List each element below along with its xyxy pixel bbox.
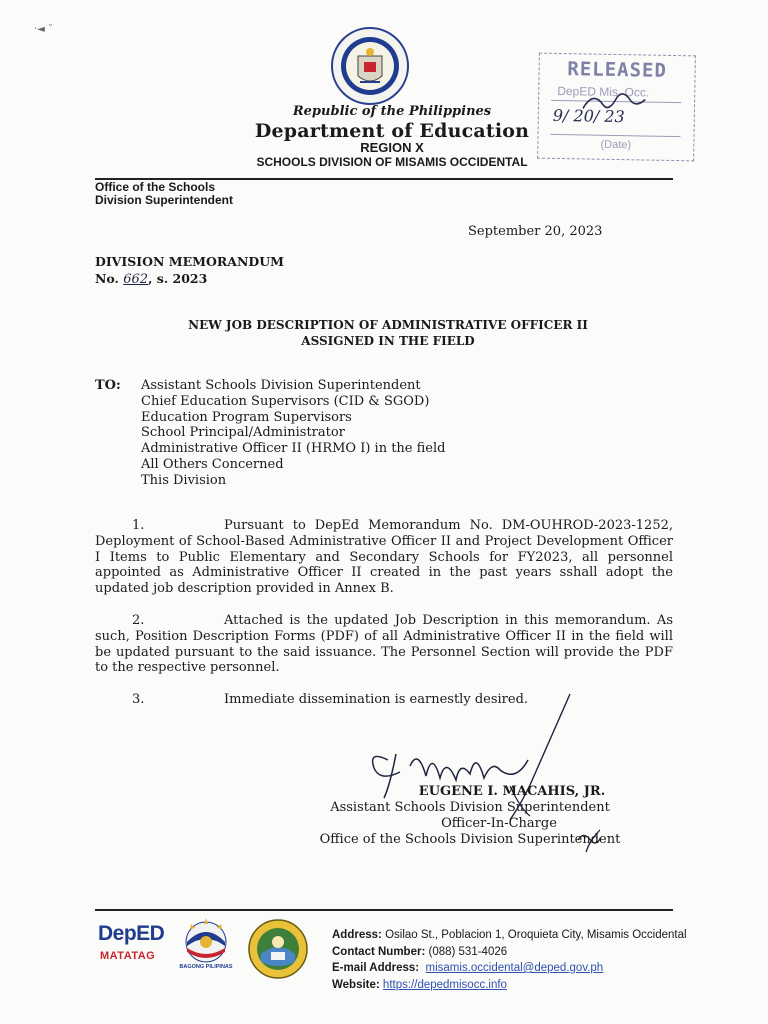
memo-title: DIVISION MEMORANDUM <box>95 254 284 269</box>
bagong-pilipinas-text: BAGONG PILIPINAS <box>179 964 233 970</box>
paragraph-number: 3. <box>132 692 145 707</box>
memo-number-suffix: , s. 2023 <box>148 271 208 286</box>
recipient-item: Administrative Officer II (HRMO I) in the field <box>141 441 446 457</box>
address-label: Address: <box>332 929 382 941</box>
recipient-item: All Others Concerned <box>141 456 284 472</box>
website-label: Website: <box>332 978 380 991</box>
stamp-date-label: (Date) <box>600 138 632 152</box>
email-label: E-mail Address: <box>332 962 420 974</box>
memo-number-handwritten: 662 <box>123 272 149 287</box>
division-seal-icon <box>247 918 309 980</box>
memo-subject <box>0 317 768 349</box>
contact-label: Contact Number: <box>332 945 426 958</box>
website-link[interactable]: https://depedmisocc.info <box>382 978 507 991</box>
stamp-title: RELEASED <box>567 58 668 82</box>
contact-block <box>332 927 687 993</box>
email-line <box>332 960 687 977</box>
paragraph-text: Pursuant to DepEd Memorandum No. DM-OUHROD-2023-1252, Deployment of School-Based Administrative Officer II and Project Development Officer I Items to Public Elementary and Secondary Schools for FY2023, all personnel appointed as Administrative Officer II created in the past years sshall adopt the updated job description provided in Annex B. <box>95 518 673 597</box>
paragraph-number: 2. <box>132 613 145 628</box>
released-stamp <box>537 53 696 162</box>
recipient-item: Chief Education Supervisors (CID & SGOD) <box>141 393 430 409</box>
website-line <box>332 977 687 994</box>
stamp-line <box>551 134 681 137</box>
deped-seal-icon <box>330 26 410 106</box>
deped-logo-text: DepED <box>98 922 165 945</box>
office-label <box>95 181 233 207</box>
subject-line-1: NEW JOB DESCRIPTION OF ADMINISTRATIVE OFFICER II <box>188 318 588 332</box>
bagong-pilipinas-icon <box>175 916 237 964</box>
region-line: REGION X <box>360 140 424 155</box>
department-title: Department of Education <box>254 120 530 142</box>
signature-block <box>300 784 640 848</box>
paragraph-2 <box>95 613 673 676</box>
signatory-title: Officer-In-Charge <box>441 816 557 831</box>
paragraph-1 <box>95 518 673 597</box>
recipient-list <box>141 378 445 489</box>
memo-date: September 20, 2023 <box>468 224 603 239</box>
office-line-2: Division Superintendent <box>95 193 234 207</box>
memo-number <box>95 271 207 287</box>
contact-line <box>332 944 687 961</box>
subject-line-2: ASSIGNED IN THE FIELD <box>301 334 475 348</box>
contact-value: (088) 531-4026 <box>428 945 508 958</box>
paragraph-text: Attached is the updated Job Description in this memorandum. As such, Position Description Forms (PDF) of all Administrative Officer II in the field will be updated pursuant to the said issuance. The Personnel Section will provide the PDF to the respective personnel. <box>95 613 673 676</box>
signatory-name: EUGENE I. MACAHIS, JR. <box>418 784 606 799</box>
paragraph-text: Immediate dissemination is earnestly desired. <box>224 692 529 707</box>
bagong-pilipinas-logo <box>175 916 237 972</box>
scan-mark: ·◄ ˘ <box>34 24 54 35</box>
stamp-office: DepED Mis. Occ. <box>557 83 650 100</box>
recipient-item: This Division <box>141 472 227 488</box>
signatory-office: Office of the Schools Division Superintendent <box>319 832 621 847</box>
stamp-date: 9/ 20/ 23 <box>552 105 625 127</box>
signatory-title: Assistant Schools Division Superintendent <box>330 800 610 815</box>
republic-line: Republic of the Philippines <box>292 104 492 119</box>
address-line <box>332 927 687 944</box>
email-link[interactable]: misamis.occidental@deped.gov.ph <box>425 962 604 974</box>
recipient-item: School Principal/Administrator <box>141 425 345 441</box>
address-value: Osilao St., Poblacion 1, Oroquieta City, Misamis Occidental <box>385 929 687 941</box>
recipient-item: Assistant Schools Division Superintendent <box>141 378 421 393</box>
office-line-1: Office of the Schools <box>95 180 216 194</box>
paragraph-number: 1. <box>132 518 145 533</box>
division-line: SCHOOLS DIVISION OF MISAMIS OCCIDENTAL <box>256 155 528 169</box>
memo-number-prefix: No. <box>95 271 119 286</box>
deped-matatag-logo <box>98 922 164 970</box>
matatag-logo-text: MATATAG <box>100 950 156 962</box>
footer-rule <box>95 909 673 911</box>
to-label: TO: <box>95 378 121 393</box>
recipient-item: Education Program Supervisors <box>141 409 352 425</box>
